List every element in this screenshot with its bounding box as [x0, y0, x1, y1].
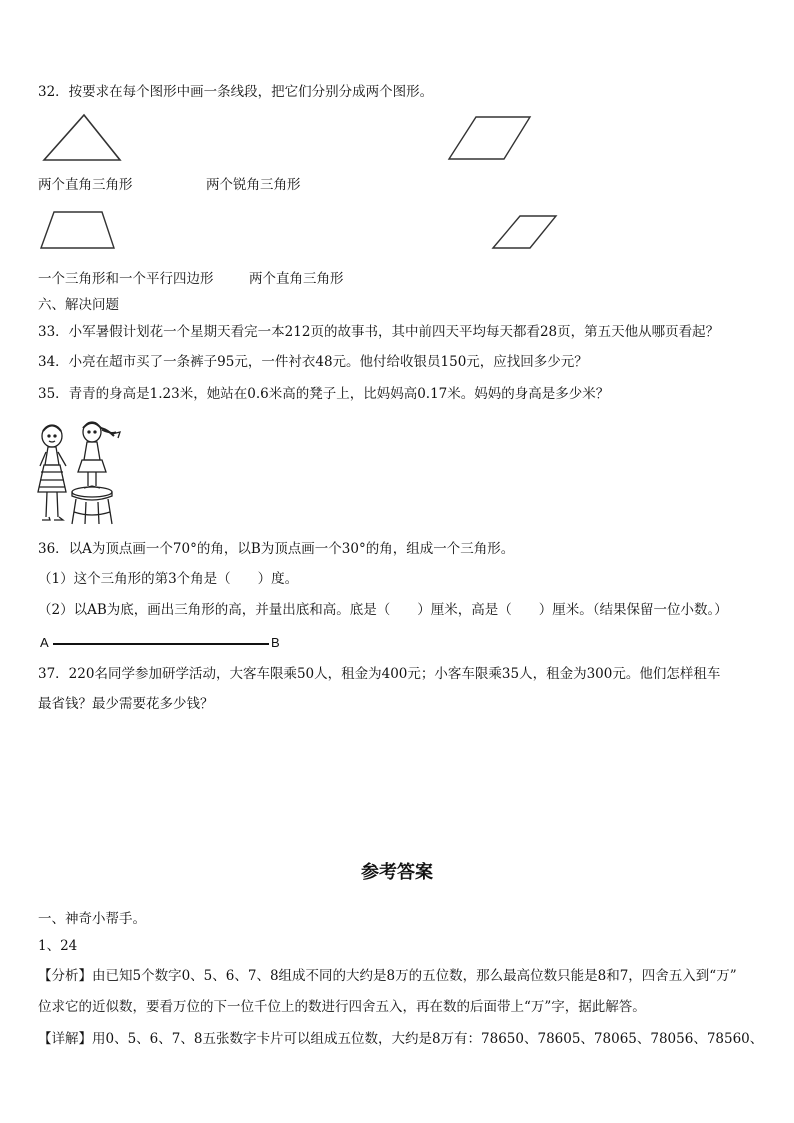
- question-37-line-2: 最省钱？最少需要花多少钱？: [38, 696, 214, 712]
- analysis-line-1: 【分析】由已知5个数字0、5、6、7、8组成不同的大约是8万的五位数，那么最高位数只能是8和7，四舍五入到“万”: [38, 968, 737, 984]
- caption-two-right-triangles-1: 两个直角三角形: [38, 177, 133, 193]
- point-b-label: B: [271, 635, 280, 650]
- question-37-line-1: 37．220名同学参加研学活动，大客车限乘50人，租金为400元；小客车限乘35人，租金为300元。他们怎样租车: [38, 666, 721, 682]
- question-36-part-1: （1）这个三角形的第3个角是（ ）度。: [38, 571, 299, 587]
- question-33: 33．小军暑假计划花一个星期天看完一本212页的故事书，其中前四天平均每天都看28页，第五天他从哪页看起？: [38, 324, 720, 340]
- question-36-part-2: （2）以AB为底，画出三角形的高，并量出底和高。底是（ ）厘米，高是（ ）厘米。（结果保留一位小数。）: [38, 602, 728, 618]
- trapezoid-figure: [38, 208, 118, 252]
- point-a-label: A: [40, 635, 49, 650]
- question-32: 32．按要求在每个图形中画一条线段，把它们分别分成两个图形。: [38, 84, 434, 100]
- caption-two-right-triangles-2: 两个直角三角形: [249, 271, 344, 287]
- answers-title: 参考答案: [361, 862, 433, 883]
- rhombus-figure: [446, 113, 534, 163]
- segment-ab: [53, 643, 269, 645]
- analysis-line-2: 位求它的近似数，要看万位的下一位千位上的数进行四舍五入，再在数的后面带上“万”字，据此解答。: [38, 999, 646, 1015]
- section-heading-6: 六、解决问题: [38, 297, 119, 313]
- answers-section-1: 一、神奇小帮手。: [38, 911, 146, 927]
- question-35: 35．青青的身高是1.23米，她站在0.6米高的凳子上，比妈妈高0.17米。妈妈的身高是多少米？: [38, 386, 610, 402]
- question-34: 34．小亮在超市买了一条裤子95元，一件衬衣48元。他付给收银员150元，应找回多少元？: [38, 354, 588, 370]
- detail-line-1: 【详解】用0、5、6、7、8五张数字卡片可以组成五位数，大约是8万有：78650、78605、78065、78056、78560、: [38, 1031, 764, 1047]
- parallelogram-figure: [490, 212, 560, 252]
- answer-1: 1、24: [38, 938, 78, 954]
- caption-triangle-and-parallelogram: 一个三角形和一个平行四边形: [38, 271, 214, 287]
- caption-two-acute-triangles: 两个锐角三角形: [206, 177, 301, 193]
- triangle-figure: [40, 112, 124, 164]
- question-36: 36．以A为顶点画一个70°的角，以B为顶点画一个30°的角，组成一个三角形。: [38, 541, 515, 557]
- girls-on-stool-illustration: [36, 420, 128, 528]
